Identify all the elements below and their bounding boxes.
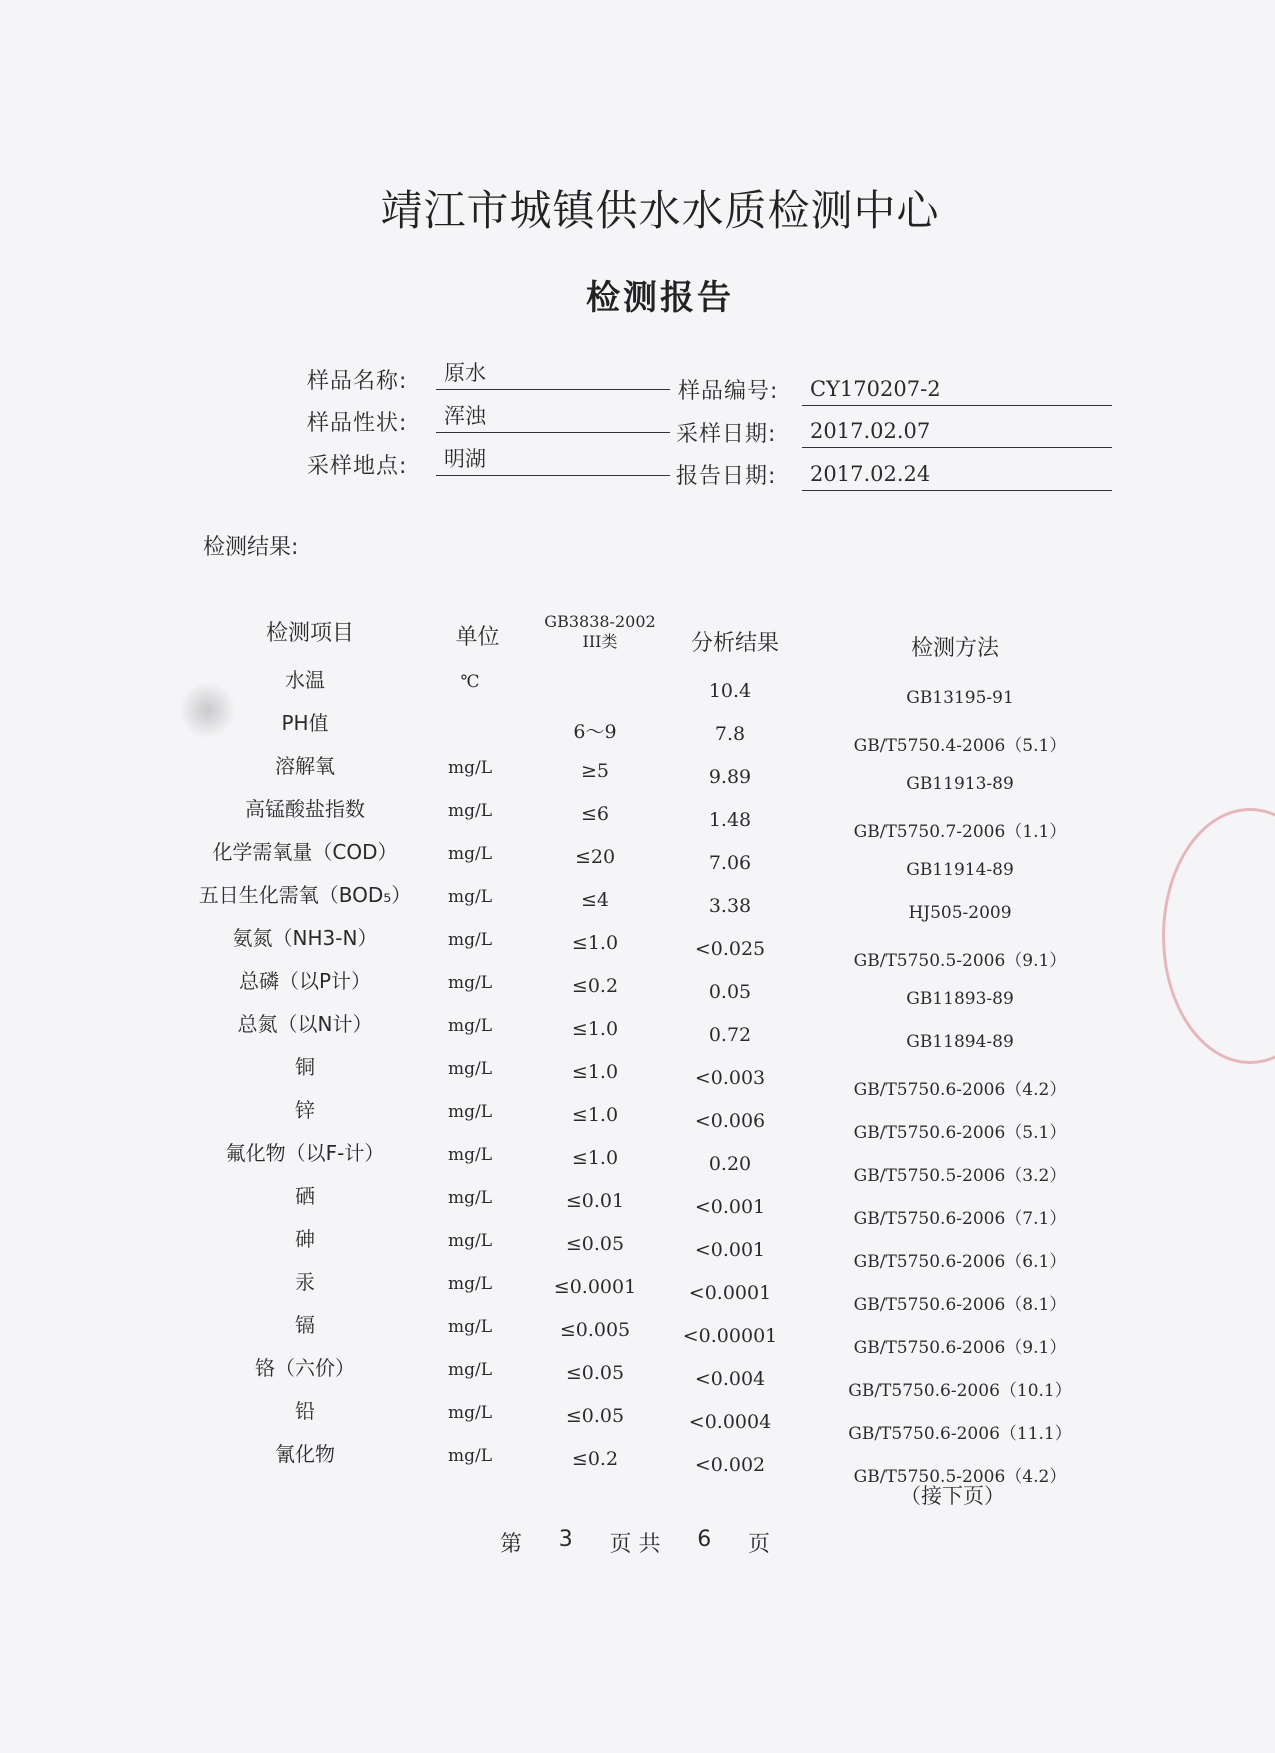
row-item: 硒	[295, 1184, 315, 1208]
row-method: GB/T5750.5-2006（4.2）	[853, 1467, 1067, 1487]
row-result: 0.20	[708, 1153, 752, 1175]
row-item: 铅	[295, 1399, 315, 1423]
row-result: 0.05	[708, 981, 752, 1003]
row-standard: ≤0.05	[565, 1405, 625, 1427]
sample-property-value: 浑浊	[436, 403, 670, 433]
pager-prefix: 第	[500, 1532, 523, 1557]
row-method: GB/T5750.6-2006（4.2）	[853, 1080, 1067, 1100]
table-row	[0, 1438, 1275, 1487]
report-date-value: 2017.02.24	[802, 461, 1112, 491]
table-row	[0, 965, 1275, 1009]
table-row	[0, 1137, 1275, 1186]
row-standard: ≤1.0	[571, 1018, 619, 1040]
header-standard-line1: GB3838-2002	[544, 612, 656, 631]
row-standard: ≤1.0	[571, 1061, 619, 1083]
row-standard: ≤4	[580, 889, 609, 911]
header-result: 分析结果	[690, 631, 779, 656]
row-standard: ≤1.0	[571, 932, 619, 954]
header-item: 检测项目	[265, 621, 354, 646]
table-row	[0, 707, 1275, 756]
row-result: <0.0001	[688, 1282, 772, 1304]
row-method: GB11894-89	[906, 1032, 1014, 1052]
row-method: GB/T5750.6-2006（10.1）	[848, 1381, 1072, 1401]
row-unit: mg/L	[447, 930, 493, 950]
row-item: 总氮（以N计）	[237, 1012, 373, 1036]
row-unit: mg/L	[447, 1231, 493, 1251]
row-standard: ≤0.2	[571, 975, 619, 997]
row-unit: mg/L	[447, 801, 493, 821]
row-method: HJ505-2009	[908, 903, 1012, 923]
row-method: GB/T5750.6-2006（8.1）	[853, 1295, 1067, 1315]
table-row	[0, 1309, 1275, 1358]
row-method: GB11913-89	[906, 774, 1014, 794]
row-unit: ℃	[460, 672, 480, 692]
row-result: <0.0004	[688, 1411, 772, 1433]
table-row	[0, 1008, 1275, 1052]
row-method: GB/T5750.6-2006（5.1）	[853, 1123, 1067, 1143]
row-result: <0.006	[694, 1110, 766, 1132]
table-row	[0, 1266, 1275, 1315]
row-result: 7.06	[708, 852, 752, 874]
row-item: 砷	[295, 1227, 315, 1251]
pager-middle: 页 共	[609, 1532, 661, 1557]
sample-name-value: 原水	[436, 360, 670, 390]
row-unit: mg/L	[447, 1446, 493, 1466]
header-standard	[530, 612, 670, 652]
table-row	[0, 1395, 1275, 1444]
row-standard: ≥5	[580, 760, 609, 782]
report-title: 检测报告	[586, 278, 734, 318]
header-standard-line2: III类	[582, 632, 618, 651]
row-method: GB/T5750.4-2006（5.1）	[853, 736, 1067, 756]
pager-total: 6	[697, 1527, 712, 1552]
table-row	[0, 1180, 1275, 1229]
row-unit: mg/L	[447, 844, 493, 864]
row-result: 0.72	[708, 1024, 752, 1046]
row-result: 9.89	[708, 766, 752, 788]
table-row	[0, 664, 1275, 708]
row-item: 溶解氧	[275, 754, 335, 778]
row-result: 10.4	[708, 680, 752, 702]
row-unit: mg/L	[447, 1317, 493, 1337]
row-item: 化学需氧量（COD）	[212, 840, 398, 864]
table-row	[0, 879, 1275, 923]
row-unit: mg/L	[447, 1274, 493, 1294]
sample-property-label: 样品性状:	[307, 411, 408, 436]
row-unit: mg/L	[447, 1360, 493, 1380]
row-method: GB/T5750.6-2006（6.1）	[853, 1252, 1067, 1272]
header-unit: 单位	[455, 625, 500, 650]
table-row	[0, 1094, 1275, 1143]
row-item: 水温	[285, 668, 325, 692]
row-result: 1.48	[708, 809, 752, 831]
row-item: 氰化物	[275, 1442, 335, 1466]
row-item: 汞	[295, 1270, 315, 1294]
row-method: GB/T5750.6-2006（11.1）	[848, 1424, 1072, 1444]
row-standard: ≤0.0001	[553, 1276, 637, 1298]
table-row	[0, 1051, 1275, 1100]
pager-current: 3	[558, 1527, 573, 1552]
row-item: 镉	[295, 1313, 315, 1337]
row-result: 3.38	[708, 895, 752, 917]
row-unit: mg/L	[447, 887, 493, 907]
row-item: 铬（六价）	[255, 1356, 355, 1380]
table-row	[0, 922, 1275, 971]
row-result: <0.002	[694, 1454, 766, 1476]
row-unit: mg/L	[447, 1102, 493, 1122]
row-unit: mg/L	[447, 1145, 493, 1165]
sample-code-value: CY170207-2	[802, 376, 1112, 406]
row-item: 总磷（以P计）	[238, 969, 372, 993]
table-row	[0, 1223, 1275, 1272]
row-unit: mg/L	[447, 1188, 493, 1208]
row-standard: ≤1.0	[571, 1104, 619, 1126]
row-method: GB/T5750.6-2006（7.1）	[853, 1209, 1067, 1229]
row-standard: ≤1.0	[571, 1147, 619, 1169]
row-standard: ≤20	[574, 846, 616, 868]
row-item: 氨氮（NH3-N）	[232, 926, 378, 950]
row-unit: mg/L	[447, 973, 493, 993]
row-standard: ≤0.05	[565, 1362, 625, 1384]
row-result: 7.8	[714, 723, 746, 745]
row-result: <0.003	[694, 1067, 766, 1089]
row-unit: mg/L	[447, 1059, 493, 1079]
row-result: <0.004	[694, 1368, 766, 1390]
row-unit: mg/L	[447, 1016, 493, 1036]
page-number	[500, 1527, 770, 1558]
sample-code-label: 样品编号:	[678, 379, 779, 404]
row-standard: ≤0.005	[559, 1319, 631, 1341]
header-method: 检测方法	[910, 636, 999, 661]
row-method: GB/T5750.5-2006（9.1）	[853, 951, 1067, 971]
row-result: <0.001	[694, 1196, 766, 1218]
table-row	[0, 793, 1275, 842]
row-method: GB/T5750.5-2006（3.2）	[853, 1166, 1067, 1186]
sampling-date-label: 采样日期:	[676, 422, 777, 447]
row-standard: ≤0.05	[565, 1233, 625, 1255]
row-item: 高锰酸盐指数	[245, 797, 365, 821]
row-standard: ≤6	[580, 803, 609, 825]
table-row	[0, 1352, 1275, 1401]
org-title: 靖江市城镇供水水质检测中心	[380, 186, 940, 235]
row-item: 氟化物（以F-计）	[225, 1141, 385, 1165]
results-label: 检测结果:	[203, 535, 299, 560]
row-method: GB11914-89	[906, 860, 1014, 880]
row-standard: 6～9	[573, 721, 617, 743]
table-row	[0, 836, 1275, 880]
sampling-location-value: 明湖	[436, 446, 670, 476]
sampling-date-value: 2017.02.07	[802, 418, 1112, 448]
row-method: GB11893-89	[906, 989, 1014, 1009]
table-row	[0, 750, 1275, 794]
row-result: <0.00001	[682, 1325, 778, 1347]
sampling-location-label: 采样地点:	[307, 454, 408, 479]
row-item: 锌	[295, 1098, 315, 1122]
row-method: GB/T5750.6-2006（9.1）	[853, 1338, 1067, 1358]
row-standard: ≤0.2	[571, 1448, 619, 1470]
report-date-label: 报告日期:	[676, 464, 777, 489]
row-unit: mg/L	[447, 758, 493, 778]
row-result: <0.025	[694, 938, 766, 960]
row-unit: mg/L	[447, 1403, 493, 1423]
sample-name-label: 样品名称:	[307, 369, 408, 394]
row-item: PH值	[281, 711, 329, 735]
continue-note: （接下页）	[900, 1484, 1005, 1508]
row-result: <0.001	[694, 1239, 766, 1261]
row-method: GB/T5750.7-2006（1.1）	[853, 822, 1067, 842]
row-item: 五日生化需氧（BOD₅）	[198, 883, 412, 907]
row-method: GB13195-91	[906, 688, 1014, 708]
row-standard: ≤0.01	[565, 1190, 625, 1212]
pager-suffix: 页	[747, 1532, 770, 1557]
row-item: 铜	[295, 1055, 315, 1079]
